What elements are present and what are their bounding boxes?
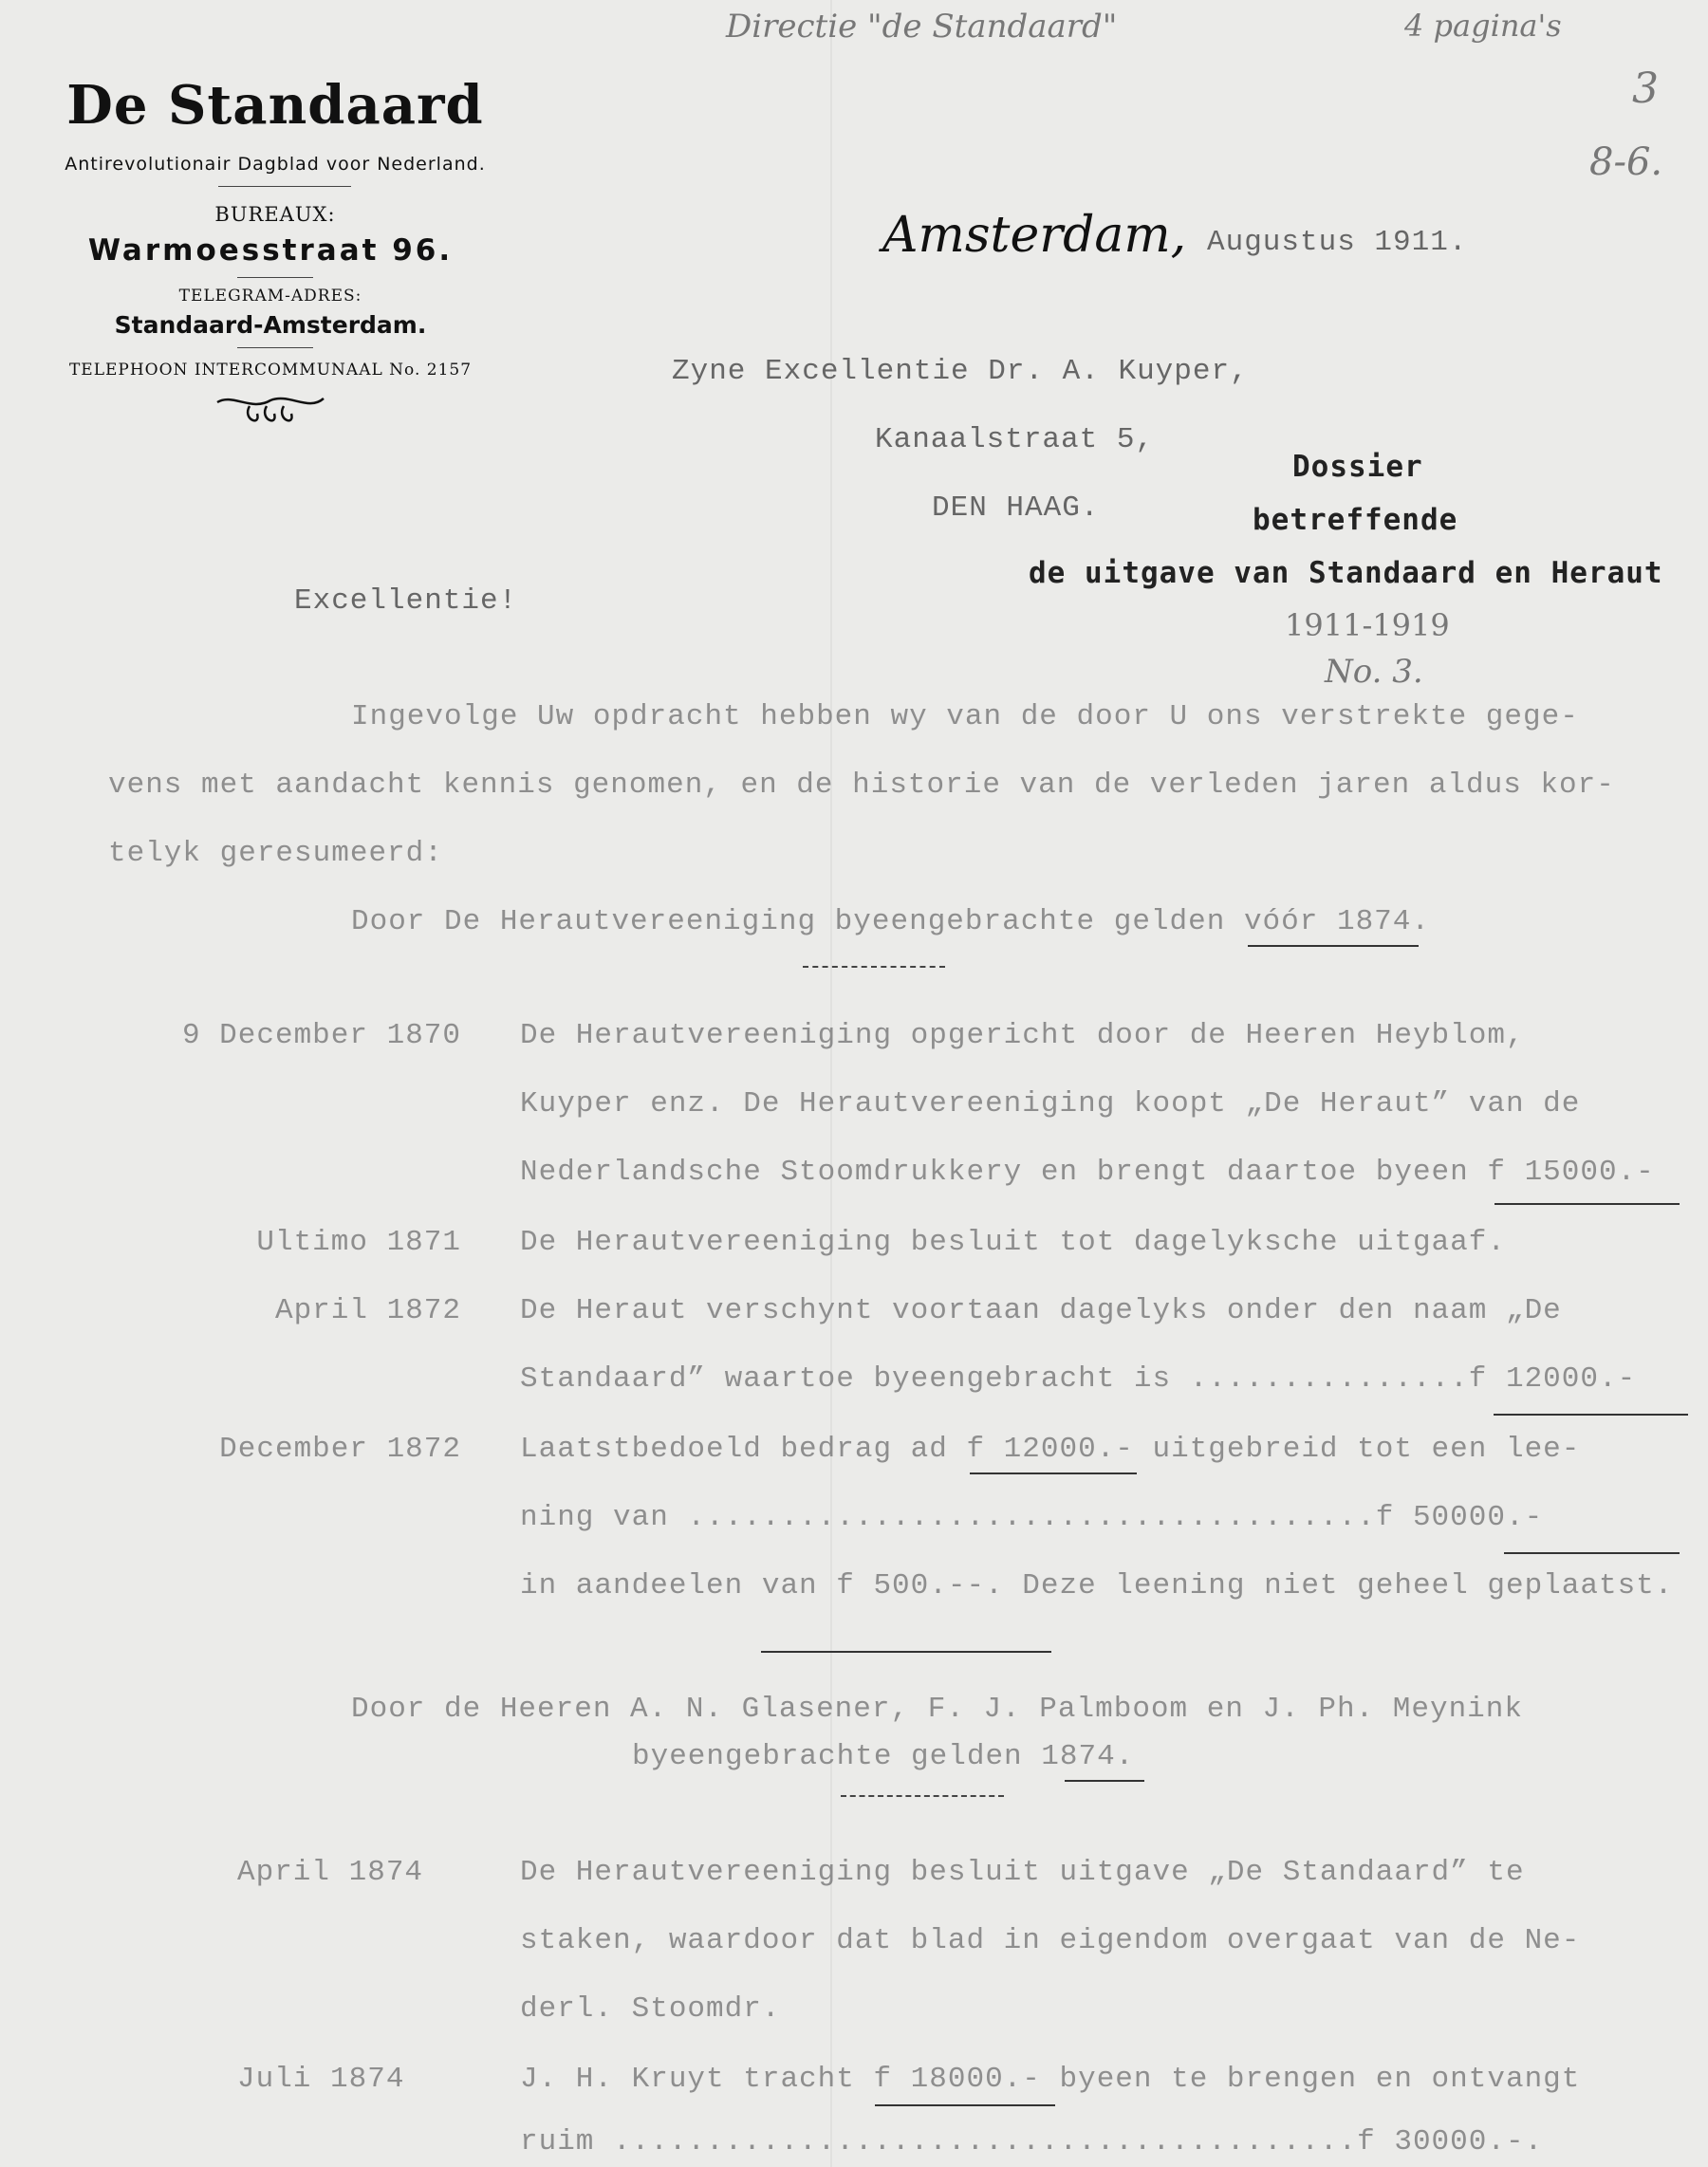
entry-date: April 1872 [274,1294,461,1327]
section-divider-line [761,1651,1051,1653]
letterhead-flourish-icon [214,391,327,433]
letterhead-divider [237,277,313,278]
letter-date: Augustus 1911. [1207,226,1468,259]
amount-underline [970,1472,1137,1474]
entry-line: ruim ........................................f 30000.-. [520,2125,1544,2158]
handwritten-note-top-right: 4 pagina's [1404,8,1562,44]
dossier-stamp-description: de uitgave van Standaard en Heraut [1029,556,1663,590]
entry-date: 9 December 1870 [181,1019,461,1052]
recipient-street: Kanaalstraat 5, [875,423,1155,456]
dossier-stamp-subtitle: betreffende [1253,503,1458,537]
entry-line: Laatstbedoeld bedrag ad f 12000.- uitgebreid tot een lee- [520,1433,1581,1466]
letter-place: Amsterdam, [882,207,1187,264]
letterhead-title: De Standaard [66,74,484,137]
entry-line: derl. Stoomdr. [520,1992,781,2026]
entry-line: ning van .....................................f 50000.- [520,1501,1544,1534]
letterhead-address: Warmoesstraat 96. [87,233,454,268]
section2-heading: byeengebrachte gelden 1874. [632,1740,1135,1773]
section-divider [841,1795,1004,1797]
telegram-address: Standaard-Amsterdam. [114,311,427,339]
intro-line: telyk geresumeerd: [108,837,443,870]
bureaux-label: BUREAUX: [214,203,336,226]
heading-underline [1065,1780,1144,1782]
section2-heading: Door de Heeren A. N. Glasener, F. J. Palmboom en J. Ph. Meynink [351,1693,1523,1726]
entry-line: De Herautvereeniging besluit tot dagelyksche uitgaaf. [520,1226,1506,1259]
entry-line: staken, waardoor dat blad in eigendom overgaat van de Ne- [520,1924,1581,1957]
letterhead-subtitle: Antirevolutionair Dagblad voor Nederland. [65,154,486,175]
entry-line: in aandeelen van f 500.--. Deze leening niet geheel geplaatst. [520,1569,1674,1602]
entry-line: De Herautvereeniging opgericht door de Heeren Heyblom, [520,1019,1525,1052]
telephone-number: TELEPHOON INTERCOMMUNAAL No. 2157 [68,361,473,380]
intro-line: vens met aandacht kennis genomen, en de historie van de verleden jaren aldus kor- [108,769,1615,802]
dossier-years: 1911-1919 [1285,607,1450,643]
amount-underline [1504,1552,1680,1554]
telegram-label: TELEGRAM-ADRES: [178,287,362,306]
intro-line: Ingevolge Uw opdracht hebben wy van de door U ons verstrekte gege- [351,700,1579,733]
section-divider [803,966,945,968]
paper-fold [830,0,832,2167]
entry-line: Kuyper enz. De Herautvereeniging koopt „De Heraut” van de [520,1087,1581,1121]
heading-underline [1248,945,1419,947]
recipient-city: DEN HAAG. [932,491,1100,525]
entry-date: Juli 1874 [237,2063,405,2096]
entry-line: J. H. Kruyt tracht f 18000.- byeen te brengen en ontvangt [520,2063,1581,2096]
entry-date: Ultimo 1871 [256,1226,461,1259]
salutation: Excellentie! [294,584,518,618]
recipient-name: Zyne Excellentie Dr. A. Kuyper, [672,355,1249,388]
amount-underline [875,2104,1055,2106]
entry-line: Standaard” waartoe byeengebracht is ...............f 12000.- [520,1362,1637,1396]
section1-heading: Door De Herautvereeniging byeengebrachte gelden vóór 1874. [351,905,1430,938]
amount-underline [1494,1203,1680,1205]
letterhead [0,74,550,137]
letterhead-divider [237,347,313,348]
letterhead-divider [218,186,351,187]
dossier-number: No. 3. [1325,653,1423,691]
entry-line: De Herautvereeniging besluit uitgave „De Standaard” te [520,1856,1525,1889]
handwritten-note-top: Directie "de Standaard" [726,8,1118,46]
dossier-stamp-title: Dossier [1292,450,1423,484]
handwritten-side-ref: 8-6. [1589,140,1663,184]
entry-line: Nederlandsche Stoomdrukkery en brengt daartoe byeen f 15000.- [520,1156,1655,1189]
amount-underline [1494,1414,1688,1416]
entry-date: December 1872 [219,1433,461,1466]
handwritten-side-number: 3 [1632,65,1659,113]
entry-date: April 1874 [237,1856,424,1889]
entry-line: De Heraut verschynt voortaan dagelyks onder den naam „De [520,1294,1562,1327]
